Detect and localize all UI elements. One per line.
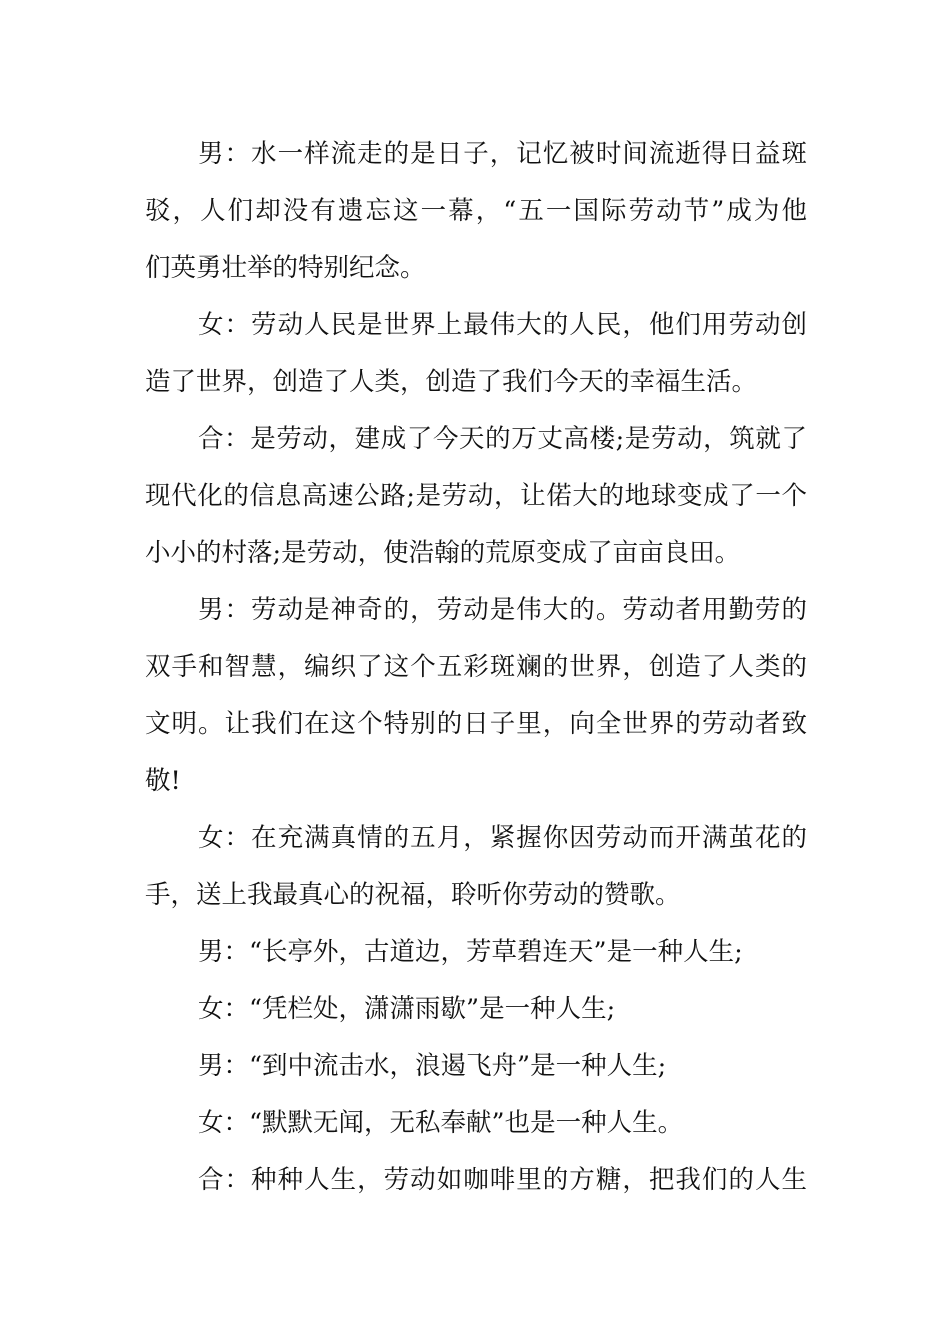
paragraph-line: 驳，人们却没有遗忘这一幕，“五一国际劳动节”成为他 — [145, 196, 807, 226]
paragraph-line: 女：劳动人民是世界上最伟大的人民，他们用劳动创 — [198, 310, 807, 340]
paragraph-line: 手，送上我最真心的祝福，聆听你劳动的赞歌。 — [145, 880, 681, 910]
document-body — [145, 126, 807, 1209]
paragraph-line: 女：“凭栏处，潇潇雨歇”是一种人生; — [198, 994, 616, 1024]
paragraph-line: 造了世界，创造了人类，创造了我们今天的幸福生活。 — [145, 367, 758, 397]
paragraph-line: 敬! — [145, 766, 181, 796]
paragraph-line: 男：劳动是神奇的，劳动是伟大的。劳动者用勤劳的 — [198, 595, 807, 625]
paragraph-line: 合：是劳动，建成了今天的万丈高楼;是劳动，筑就了 — [198, 424, 807, 454]
paragraph-line: 小小的村落;是劳动，使浩翰的荒原变成了亩亩良田。 — [145, 538, 741, 568]
paragraph-line: 现代化的信息高速公路;是劳动，让偌大的地球变成了一个 — [145, 481, 807, 511]
paragraph-line: 男：“到中流击水，浪遏飞舟”是一种人生; — [198, 1051, 667, 1081]
paragraph-line: 文明。让我们在这个特别的日子里，向全世界的劳动者致 — [145, 709, 807, 739]
paragraph-line: 合：种种人生，劳动如咖啡里的方糖，把我们的人生 — [198, 1165, 807, 1195]
paragraph-line: 女：在充满真情的五月，紧握你因劳动而开满茧花的 — [198, 823, 807, 853]
paragraph-line: 男：水一样流走的是日子，记忆被时间流逝得日益斑 — [198, 139, 807, 169]
paragraph-line: 女：“默默无闻，无私奉献”也是一种人生。 — [198, 1108, 684, 1138]
paragraph-line: 们英勇壮举的特别纪念。 — [145, 253, 426, 283]
paragraph-line: 双手和智慧，编织了这个五彩斑斓的世界，创造了人类的 — [145, 652, 807, 682]
paragraph-line: 男：“长亭外，古道边，芳草碧连天”是一种人生; — [198, 937, 743, 967]
